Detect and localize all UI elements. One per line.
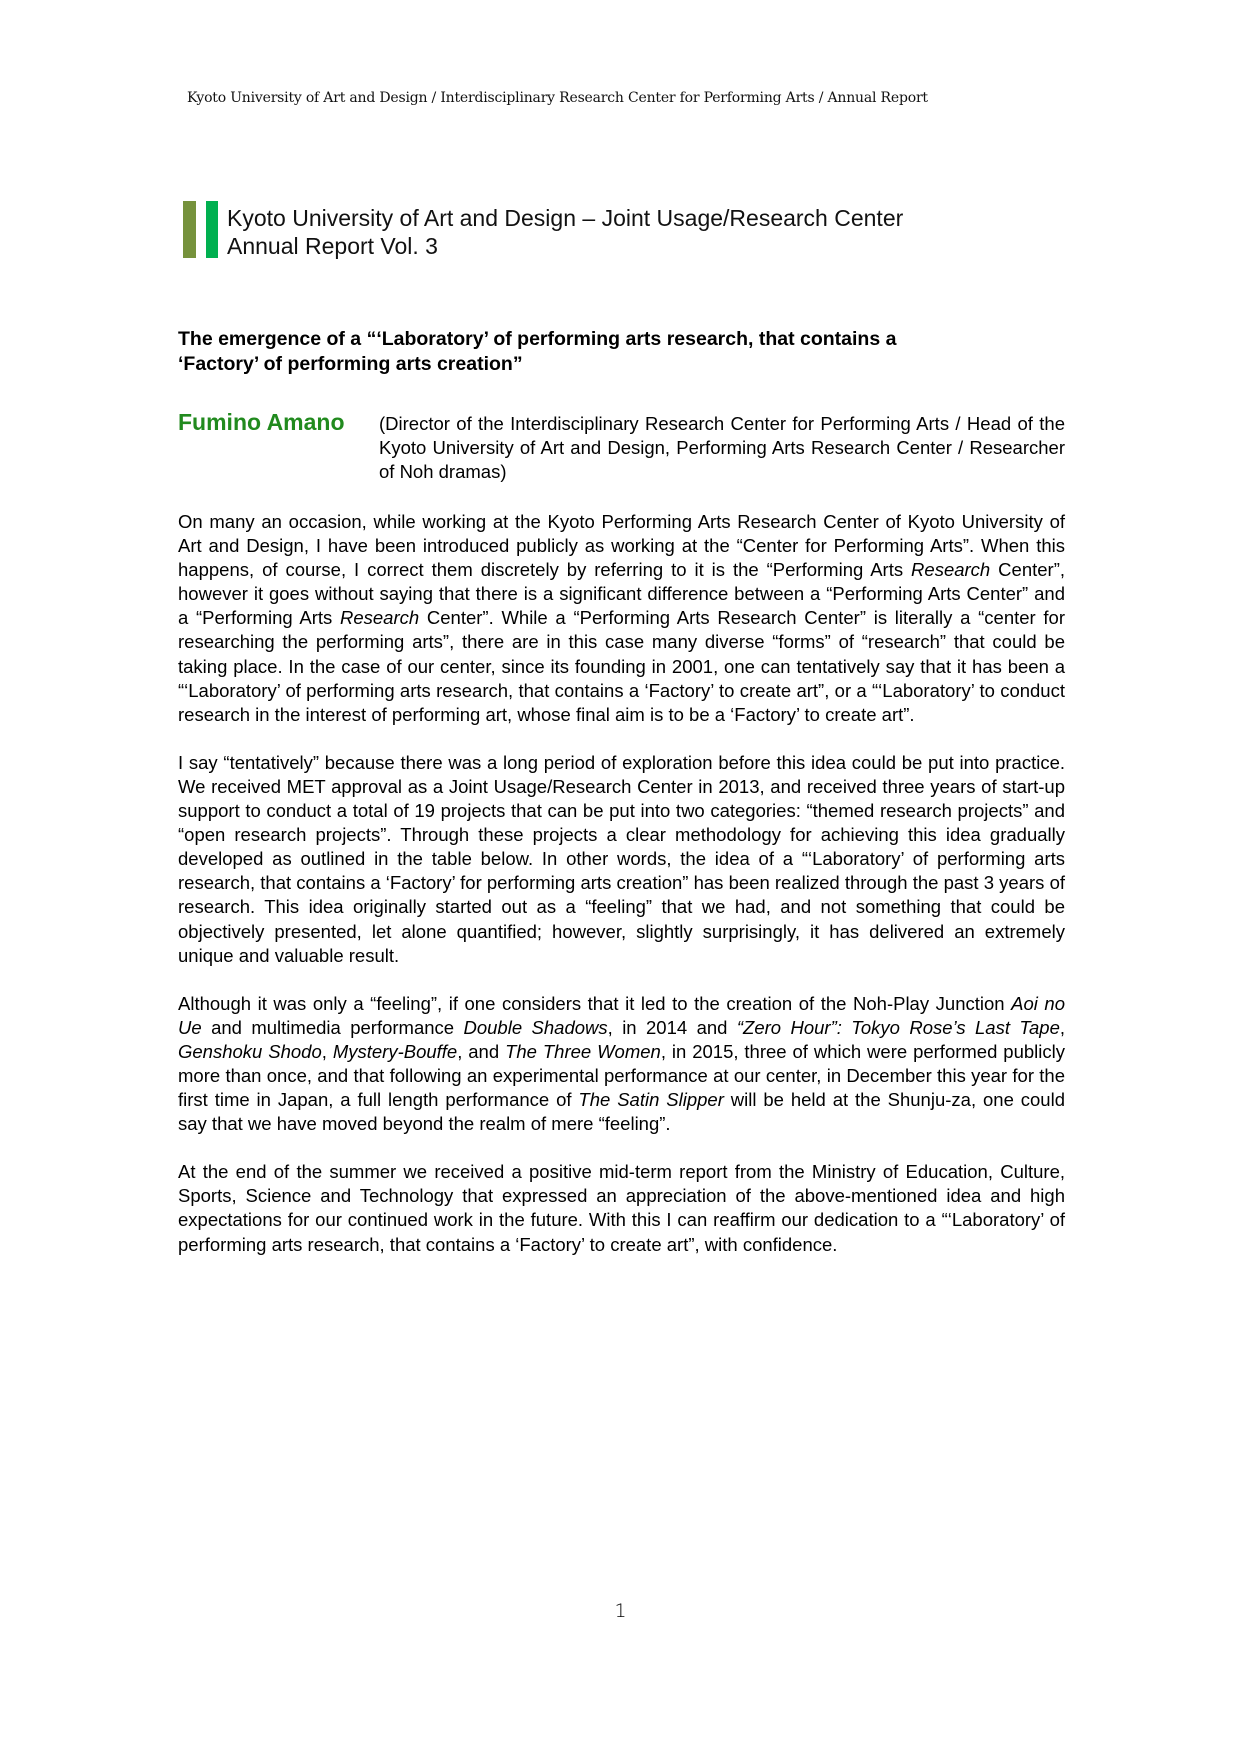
paragraph-3 [178, 992, 1065, 1137]
italic-run: The Three Women [505, 1040, 661, 1062]
article-body [178, 510, 1065, 1281]
text-run: and multimedia performance [201, 1016, 464, 1038]
olive-bar-icon [183, 201, 196, 258]
italic-run: Research [911, 559, 991, 581]
article-title-line-2: ‘Factory’ of performing arts creation” [178, 353, 523, 375]
paragraph-1 [178, 510, 1065, 727]
paragraph-4: At the end of the summer we received a positive mid-term report from the Ministry of Education, Culture, Sports, Science and Technology that expressed an appreciation of the above-mentioned idea and high expectations for our continued work in the future. With this I can reaffirm our dedication to a “‘Laboratory’ of performing arts research, that contains a ‘Factory’ to create art”, with confidence. [178, 1161, 1065, 1255]
text-run: , and [457, 1040, 506, 1062]
report-title-line-1: Kyoto University of Art and Design – Joint Usage/Research Center [227, 205, 904, 231]
italic-run: Mystery-Bouffe [332, 1040, 458, 1062]
text-run: On many an occasion, while working at the Kyoto Performing Arts Research Center of Kyoto University of Art and Design, I have been introduced publicly as working at the “Center for Performing Arts”. When this happens, of course, I correct them discretely by referring to it is the “Performing Arts [178, 511, 1065, 581]
paragraph-2: I say “tentatively” because there was a long period of exploration before this idea could be put into practice. We received MET approval as a Joint Usage/Research Center in 2013, and received three years of start-up support to conduct a total of 19 projects that can be put into two categories: “themed research projects” and “open research projects”. Through these projects a clear methodology for achieving this idea gradually developed as outlined in the table below. In other words, the idea of a “‘Laboratory’ of performing arts research, that contains a ‘Factory’ for performing arts creation” has been realized through the past 3 years of research. This idea originally started out as a “feeling” that we had, and not something that could be objectively presented, let alone quantified; however, slightly surprisingly, it has delivered an extremely unique and valuable result. [178, 751, 1065, 966]
text-run: will be held at the Shunju-za, one could say that we have moved beyond the realm of mere “feeling”. [178, 1089, 1065, 1135]
text-run: Center”, however it goes without saying that there is a significant difference between a “Performing Arts Center” and a “Performing Arts [178, 559, 1066, 629]
italic-run: The Satin Slipper [578, 1089, 724, 1111]
report-title-line-2: Annual Report Vol. 3 [227, 233, 438, 259]
green-bar-icon [206, 201, 218, 258]
article-title [178, 327, 1068, 377]
italic-run: Double Shadows [463, 1016, 608, 1038]
text-run: , [321, 1040, 333, 1062]
italic-run: Genshoku Shodo [178, 1040, 322, 1062]
text-run: Although it was only a “feeling”, if one considers that it led to the creation of the Noh-Play Junction [178, 992, 1012, 1014]
running-header: Kyoto University of Art and Design / Interdisciplinary Research Center for Performing Arts / Annual Report [187, 90, 928, 106]
text-run: , in 2015, three of which were performed publicly more than once, and that following an experimental performance at our center, in December this year for the first time in Japan, a full length performance of [178, 1040, 1065, 1111]
italic-run: Aoi no Ue [178, 992, 1065, 1038]
author-name: Fumino Amano [178, 409, 345, 435]
text-run: , [1059, 1016, 1065, 1038]
italic-run: “Zero Hour”: Tokyo Rose’s Last Tape [736, 1016, 1060, 1038]
author-role: (Director of the Interdisciplinary Research Center for Performing Arts / Head of the Kyoto University of Art and Design, Performing Arts Research Center / Researcher of Noh dramas) [379, 413, 1065, 482]
text-run: , in 2014 and [607, 1016, 737, 1038]
page-number: 1 [614, 1600, 627, 1622]
article-title-line-1: The emergence of a “‘Laboratory’ of performing arts research, that contains a [178, 328, 897, 350]
text-run: Center”. While a “Performing Arts Research Center” is literally a “center for researching the performing arts”, there are in this case many diverse “forms” of “research” that could be taking place. In the case of our center, since its founding in 2001, one can tentatively say that it has been a “‘Laboratory’ of performing arts research, that contains a ‘Factory’ to create art”, or a “‘Laboratory’ to conduct research in the interest of performing art, whose final aim is to be a ‘Factory’ to create art”. [178, 607, 1066, 725]
report-title [227, 204, 1047, 260]
italic-run: Research [339, 607, 420, 629]
